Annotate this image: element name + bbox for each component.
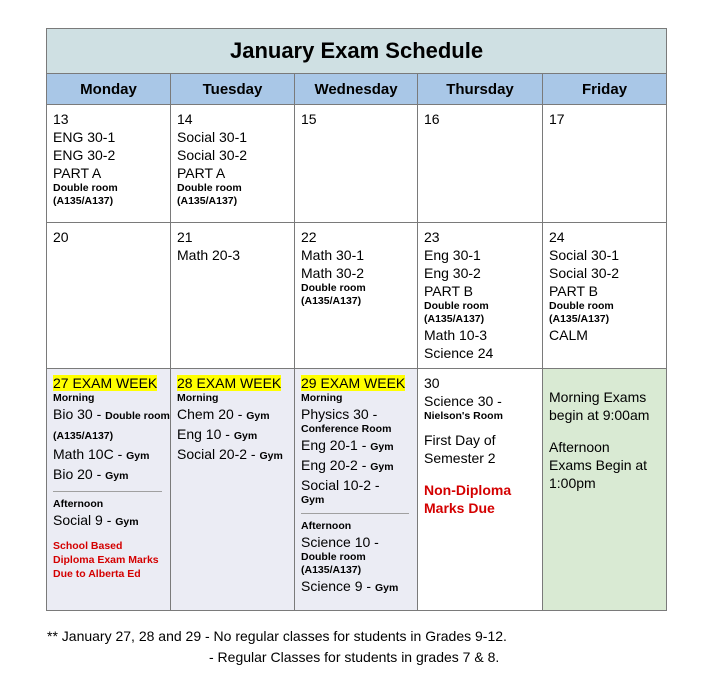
room-note: (A135/A137) — [53, 195, 114, 207]
date-number: 23 — [424, 229, 440, 245]
exam-line: Science 10 - — [301, 534, 379, 550]
exam-room: Nielson's Room — [424, 410, 503, 422]
room-note: (A135/A137) — [549, 313, 610, 325]
header-friday: Friday — [543, 74, 667, 105]
date-number: 15 — [301, 111, 317, 127]
day-cell-13 — [47, 105, 171, 223]
weekday-header-row — [47, 74, 667, 105]
session-label: Morning — [301, 392, 343, 404]
header-wednesday: Wednesday — [295, 74, 418, 105]
exam-room: Gym — [370, 461, 394, 473]
day-cell-14 — [171, 105, 295, 223]
day-cell-15 — [295, 105, 418, 223]
exam-line: ENG 30-2 — [53, 147, 116, 163]
exam-line — [53, 405, 170, 445]
exam-line: Social 30-2 — [549, 265, 620, 281]
exam-name: Bio 30 - — [53, 406, 106, 422]
exam-name: Math 10C - — [53, 446, 127, 462]
exam-room: Gym — [105, 470, 129, 482]
exam-room: Gym — [301, 494, 325, 506]
marks-due-note: Non-Diploma — [424, 482, 512, 498]
exam-line — [301, 436, 417, 456]
exam-room: Gym — [233, 430, 258, 442]
exam-line: Social 30-2 — [177, 147, 248, 163]
exam-name: Bio 20 - — [53, 466, 106, 482]
exam-part: PART A — [53, 165, 102, 181]
marks-note: Due to Alberta Ed — [53, 568, 141, 580]
exam-line: CALM — [549, 327, 588, 343]
exam-room: Gym — [246, 410, 270, 422]
schedule-title: January Exam Schedule — [229, 38, 484, 63]
room-note: (A135/A137) — [301, 295, 362, 307]
day-cell-16 — [418, 105, 543, 223]
exam-times-cell — [543, 369, 667, 611]
exam-line: Eng 30-1 — [424, 247, 481, 263]
exam-line: Eng 30-2 — [424, 265, 481, 281]
marks-due-note: Marks Due — [424, 500, 495, 516]
date-number: 21 — [177, 229, 193, 245]
semester-note: First Day of — [424, 432, 496, 448]
exam-name: Science 9 - — [301, 578, 375, 594]
day-cell-29 — [295, 369, 418, 611]
exam-room: Gym — [126, 450, 150, 462]
semester-note: Semester 2 — [424, 450, 496, 466]
header-thursday: Thursday — [418, 74, 543, 105]
exam-name: Physics 30 - — [301, 406, 378, 422]
marks-note: Diploma Exam Marks — [53, 554, 159, 566]
exam-time-note: Morning Exams — [549, 389, 647, 405]
day-cell-22 — [295, 223, 418, 369]
exam-line: Math 30-2 — [301, 265, 365, 281]
day-cell-30 — [418, 369, 543, 611]
session-label: Morning — [53, 392, 95, 404]
exam-line: Math 20-3 — [177, 247, 241, 263]
exam-line — [301, 577, 417, 597]
exam-schedule-table — [46, 28, 667, 611]
exam-line — [177, 425, 294, 445]
exam-line: Math 30-1 — [301, 247, 365, 263]
date-number: 20 — [53, 229, 69, 245]
footnote-grades: - Regular Classes for students in grades 7 & 8. — [209, 649, 500, 665]
room-note: Double room — [301, 551, 366, 563]
date-number: 17 — [549, 111, 565, 127]
exam-line — [301, 456, 417, 476]
date-number: 16 — [424, 111, 440, 127]
exam-name: Social 9 - — [53, 512, 116, 528]
exam-part: PART B — [424, 283, 474, 299]
date-number: 14 — [177, 111, 193, 127]
header-monday: Monday — [47, 74, 171, 105]
exam-line — [301, 405, 417, 423]
exam-name: Eng 20-2 - — [301, 457, 371, 473]
exam-time-note: begin at 9:00am — [549, 407, 650, 423]
exam-week-highlight: 29 EXAM WEEK — [301, 375, 406, 391]
exam-name: Social 10-2 - — [301, 477, 380, 493]
exam-line: ENG 30-1 — [53, 129, 116, 145]
exam-line — [177, 405, 294, 425]
day-cell-28 — [171, 369, 295, 611]
exam-line: Science 30 - — [424, 393, 502, 409]
room-note: Double room — [177, 182, 242, 194]
exam-line — [301, 476, 417, 494]
day-cell-27 — [47, 369, 171, 611]
date-number: 22 — [301, 229, 317, 245]
exam-line: Social 30-1 — [177, 129, 248, 145]
exam-name: Eng 10 - — [177, 426, 234, 442]
day-cell-23 — [418, 223, 543, 369]
day-cell-20 — [47, 223, 171, 369]
divider — [301, 513, 409, 514]
exam-line: Social 30-1 — [549, 247, 620, 263]
room-note: Double room — [549, 300, 614, 312]
exam-week-highlight: 27 EXAM WEEK — [53, 375, 158, 391]
day-cell-24 — [543, 223, 667, 369]
marks-note: School Based — [53, 540, 123, 552]
exam-time-note: 1:00pm — [549, 475, 596, 491]
day-cell-17 — [543, 105, 667, 223]
exam-name: Eng 20-1 - — [301, 437, 371, 453]
exam-room: Gym — [374, 582, 399, 594]
day-cell-21 — [171, 223, 295, 369]
exam-line — [53, 511, 170, 531]
room-note: Double room — [301, 282, 366, 294]
date-number: 30 — [424, 375, 440, 391]
exam-line — [53, 465, 170, 485]
room-note: Double room — [424, 300, 489, 312]
exam-line — [53, 445, 170, 465]
exam-time-note: Afternoon — [549, 439, 610, 455]
footnote-classes: ** January 27, 28 and 29 - No regular classes for students in Grades 9-12. — [47, 628, 507, 644]
exam-part: PART B — [549, 283, 599, 299]
exam-name: Chem 20 - — [177, 406, 247, 422]
exam-line — [177, 445, 294, 465]
exam-name: Social 20-2 - — [177, 446, 260, 462]
header-tuesday: Tuesday — [171, 74, 295, 105]
room-note: Double room — [53, 182, 118, 194]
exam-time-note: Exams Begin at — [549, 457, 648, 473]
week-row-1 — [47, 105, 667, 223]
exam-room: Gym — [259, 450, 283, 462]
exam-room: Gym — [115, 516, 139, 528]
exam-part: PART A — [177, 165, 226, 181]
room-note: (A135/A137) — [424, 313, 485, 325]
week-row-2 — [47, 223, 667, 369]
session-label: Afternoon — [301, 520, 352, 532]
session-label: Afternoon — [53, 498, 104, 510]
week-row-3 — [47, 369, 667, 611]
room-note: (A135/A137) — [301, 564, 362, 576]
exam-line: Science 24 — [424, 345, 494, 361]
date-number: 24 — [549, 229, 565, 245]
session-label: Morning — [177, 392, 219, 404]
title-row — [47, 29, 667, 74]
exam-room: Gym — [370, 441, 394, 453]
divider — [53, 491, 162, 492]
exam-room: Double room (A135/A137) — [53, 410, 170, 442]
date-number: 13 — [53, 111, 69, 127]
exam-line: Math 10-3 — [424, 327, 488, 343]
exam-week-highlight: 28 EXAM WEEK — [177, 375, 282, 391]
room-note: (A135/A137) — [177, 195, 238, 207]
exam-room: Conference Room — [301, 423, 392, 435]
